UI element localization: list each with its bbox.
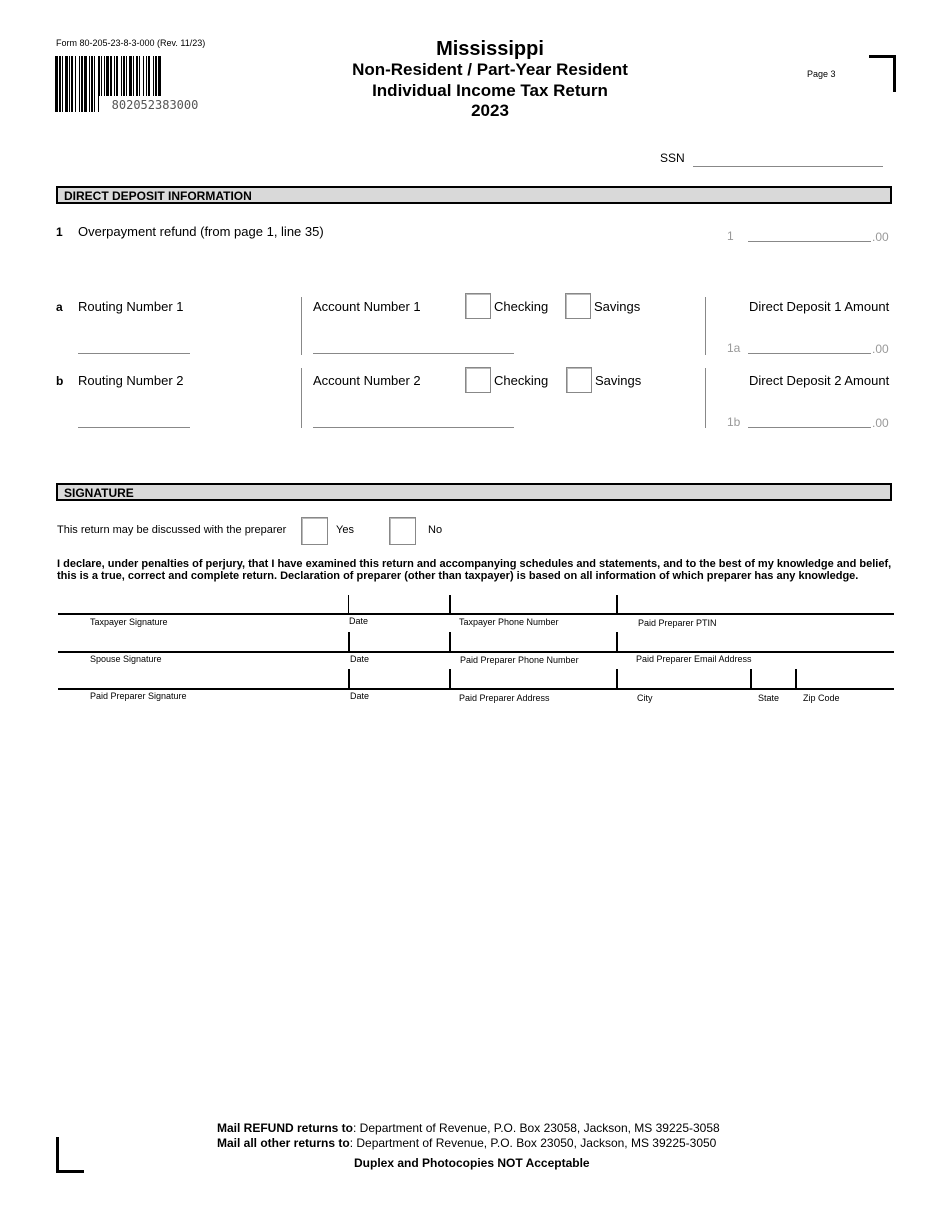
- barcode: [55, 56, 255, 112]
- signature-row3-line[interactable]: [58, 688, 894, 690]
- mail-refund-line: [217, 1121, 720, 1135]
- direct-deposit-1-amount-label: Direct Deposit 1 Amount: [749, 299, 890, 314]
- account-number-1-field[interactable]: [313, 353, 514, 354]
- line1a-cents: .00: [872, 342, 889, 356]
- direct-deposit-1-amount-field[interactable]: [748, 353, 871, 354]
- discuss-no-checkbox[interactable]: [389, 517, 416, 545]
- signature-header: [56, 483, 892, 501]
- mail-refund-bold: Mail REFUND returns to: [217, 1121, 354, 1135]
- discuss-yes-label: Yes: [336, 524, 354, 536]
- title-state: Mississippi: [436, 38, 544, 60]
- line1b-box-label: 1b: [727, 415, 741, 429]
- account-number-1-label: Account Number 1: [313, 299, 421, 314]
- checking-1-label: Checking: [494, 299, 549, 314]
- mail-other-bold: Mail all other returns to: [217, 1136, 350, 1150]
- checking-2-label: Checking: [494, 373, 549, 388]
- corner-mark-bottom-horizontal: [56, 1170, 84, 1173]
- line1-cents: .00: [872, 230, 889, 244]
- ssn-field[interactable]: [693, 166, 883, 167]
- row2-tick-1: [348, 632, 350, 651]
- row-b-letter: b: [56, 374, 64, 388]
- row-b-divider-right: [705, 368, 706, 428]
- discuss-label: This return may be discussed with the preparer: [57, 524, 287, 536]
- direct-deposit-2-amount-field[interactable]: [748, 427, 871, 428]
- mail-other-line: [217, 1136, 716, 1150]
- direct-deposit-2-amount-label: Direct Deposit 2 Amount: [749, 373, 890, 388]
- mail-other-address: : Department of Revenue, P.O. Box 23050, Jackson, MS 39225-3050: [349, 1136, 717, 1150]
- routing-number-2-label: Routing Number 2: [78, 373, 184, 388]
- city-label: City: [637, 693, 653, 703]
- spouse-date-label: Date: [350, 654, 370, 664]
- line1-box-label: 1: [727, 229, 734, 243]
- savings-2-checkbox[interactable]: [566, 367, 592, 393]
- form-id: Form 80-205-23-8-3-000 (Rev. 11/23): [56, 38, 206, 48]
- taxpayer-signature-label: Taxpayer Signature: [90, 617, 168, 627]
- ssn-label: SSN: [660, 151, 685, 165]
- direct-deposit-header: [56, 186, 892, 204]
- line1-label: Overpayment refund (from page 1, line 35): [78, 224, 324, 239]
- row1-tick-2: [449, 595, 451, 614]
- title-year: 2023: [471, 101, 509, 120]
- savings-1-checkbox[interactable]: [565, 293, 591, 319]
- preparer-ptin-label: Paid Preparer PTIN: [638, 618, 717, 628]
- row2-tick-3: [616, 632, 618, 651]
- title-line2: Individual Income Tax Return: [372, 81, 608, 100]
- spouse-signature-label: Spouse Signature: [90, 654, 162, 664]
- line1a-box-label: 1a: [727, 341, 741, 355]
- row3-tick-1: [348, 669, 350, 688]
- row3-tick-5: [795, 669, 797, 688]
- row3-tick-3: [616, 669, 618, 688]
- account-number-2-label: Account Number 2: [313, 373, 421, 388]
- row2-tick-2: [449, 632, 451, 651]
- overpayment-refund-field[interactable]: [748, 241, 871, 242]
- signature-title: SIGNATURE: [64, 486, 134, 500]
- signature-row1-line[interactable]: [58, 613, 894, 615]
- row1-tick-3: [616, 595, 618, 614]
- corner-mark-bottom: [56, 1137, 59, 1172]
- barcode-number: 802052383000: [111, 98, 199, 112]
- line1b-cents: .00: [872, 416, 889, 430]
- declaration-line1: I declare, under penalties of perjury, that I have examined this return and accompanying schedules and statements, and to the best of my knowledge and belief,: [57, 558, 892, 570]
- preparer-phone-label: Paid Preparer Phone Number: [460, 655, 579, 665]
- taxpayer-date-label: Date: [349, 616, 369, 626]
- checking-2-checkbox[interactable]: [465, 367, 491, 393]
- signature-row2-line[interactable]: [58, 651, 894, 653]
- preparer-email-label: Paid Preparer Email Address: [636, 654, 752, 664]
- row-b-divider-left: [301, 368, 302, 428]
- state-label: State: [758, 693, 780, 703]
- declaration-line2: this is a true, correct and complete return. Declaration of preparer (other than taxpayer) is based on all information of which preparer has any knowledge.: [57, 570, 859, 582]
- duplex-notice: Duplex and Photocopies NOT Acceptable: [354, 1156, 590, 1170]
- savings-2-label: Savings: [595, 373, 642, 388]
- page-label: Page 3: [807, 69, 836, 79]
- corner-mark-top-vertical: [893, 55, 896, 92]
- discuss-yes-checkbox[interactable]: [301, 517, 328, 545]
- row3-tick-2: [449, 669, 451, 688]
- row1-tick-1: [348, 595, 349, 613]
- routing-number-1-label: Routing Number 1: [78, 299, 184, 314]
- line1-number: 1: [56, 225, 63, 239]
- discuss-no-label: No: [428, 524, 443, 536]
- preparer-date-label: Date: [350, 691, 370, 701]
- checking-1-checkbox[interactable]: [465, 293, 491, 319]
- title-line1: Non-Resident / Part-Year Resident: [352, 60, 628, 79]
- direct-deposit-title: DIRECT DEPOSIT INFORMATION: [64, 189, 252, 203]
- routing-number-2-field[interactable]: [78, 427, 190, 428]
- preparer-signature-label: Paid Preparer Signature: [90, 691, 187, 701]
- zip-code-label: Zip Code: [803, 693, 840, 703]
- preparer-address-label: Paid Preparer Address: [459, 693, 550, 703]
- account-number-2-field[interactable]: [313, 427, 514, 428]
- row3-tick-4: [750, 669, 752, 688]
- corner-mark-top: [869, 55, 895, 58]
- mail-refund-address: : Department of Revenue, P.O. Box 23058, Jackson, MS 39225-3058: [353, 1121, 720, 1135]
- row-a-divider-right: [705, 297, 706, 355]
- routing-number-1-field[interactable]: [78, 353, 190, 354]
- row-a-letter: a: [56, 300, 63, 314]
- row-a-divider-left: [301, 297, 302, 355]
- taxpayer-phone-label: Taxpayer Phone Number: [459, 617, 559, 627]
- savings-1-label: Savings: [594, 299, 641, 314]
